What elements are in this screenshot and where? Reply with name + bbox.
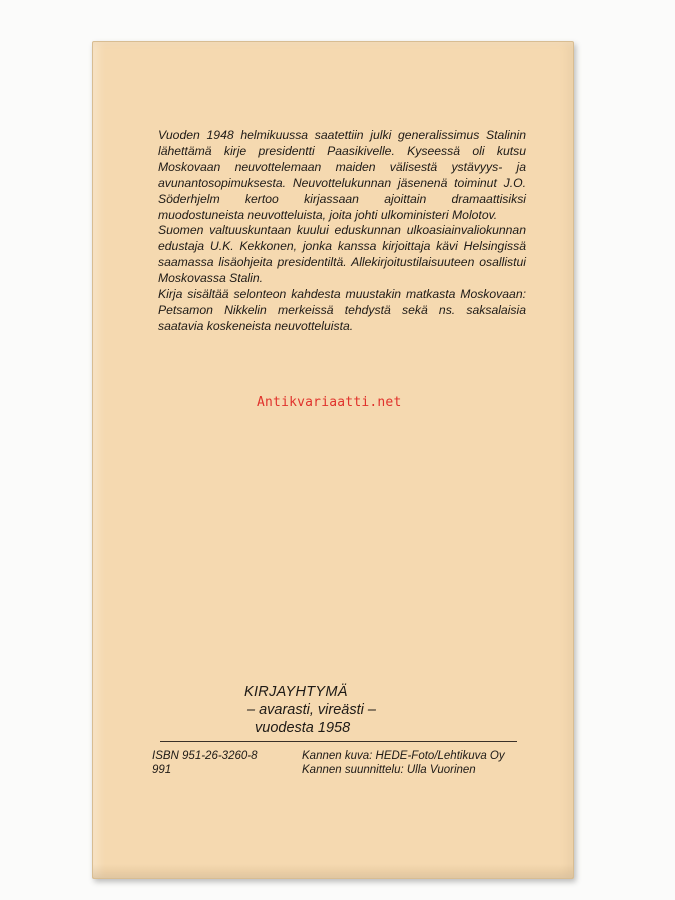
cover-photo-credit: Kannen kuva: HEDE-Foto/Lehtikuva Oy <box>302 750 505 762</box>
publisher-slogan: – avarasti, vireästi – <box>247 702 376 718</box>
publisher-block <box>244 683 444 737</box>
credits-block <box>302 749 505 777</box>
isbn-block <box>152 749 257 777</box>
divider-line <box>160 741 517 742</box>
cover-design-credit: Kannen suunnittelu: Ulla Vuorinen <box>302 764 476 776</box>
blurb-paragraph-1: Vuoden 1948 helmikuussa saatettiin julki generalissimus Stalinin lähettämä kirje presidentti Paasikivelle. Kyseessä oli kutsu Moskovaan neuvottelemaan maiden välisestä ystävyys- ja avunantosopimuksesta. Neuvottelukunnan jäsenenä toiminut J.O. Söderhjelm kertoo kirjassaan ajoittain dramaattisiksi muodostuneista neuvotteluista, joita johti ulkoministeri Molotov. <box>158 128 526 222</box>
blurb-text <box>158 128 526 335</box>
publisher-since: vuodesta 1958 <box>255 720 351 736</box>
publisher-name: KIRJAYHTYMÄ <box>244 684 348 700</box>
watermark: Antikvariaatti.net <box>257 395 402 410</box>
isbn-number: ISBN 951-26-3260-8 <box>152 750 258 762</box>
blurb-paragraph-2: Suomen valtuuskuntaan kuului eduskunnan ulkoasiainvaliokunnan edustaja U.K. Kekkonen, jonka kanssa kirjoittaja kävi Helsingissä saamassa lisäohjeita presidentiltä. Allekirjoitustilaisuuteen osallistui Moskovassa Stalin. <box>158 223 526 286</box>
isbn-code: 991 <box>152 764 172 776</box>
blurb-paragraph-3: Kirja sisältää selonteon kahdesta muustakin matkasta Moskovaan: Petsamon Nikkelin merkeissä tehdystä sekä ns. saksalaisia saatavia koskeneista neuvotteluista. <box>158 287 526 333</box>
